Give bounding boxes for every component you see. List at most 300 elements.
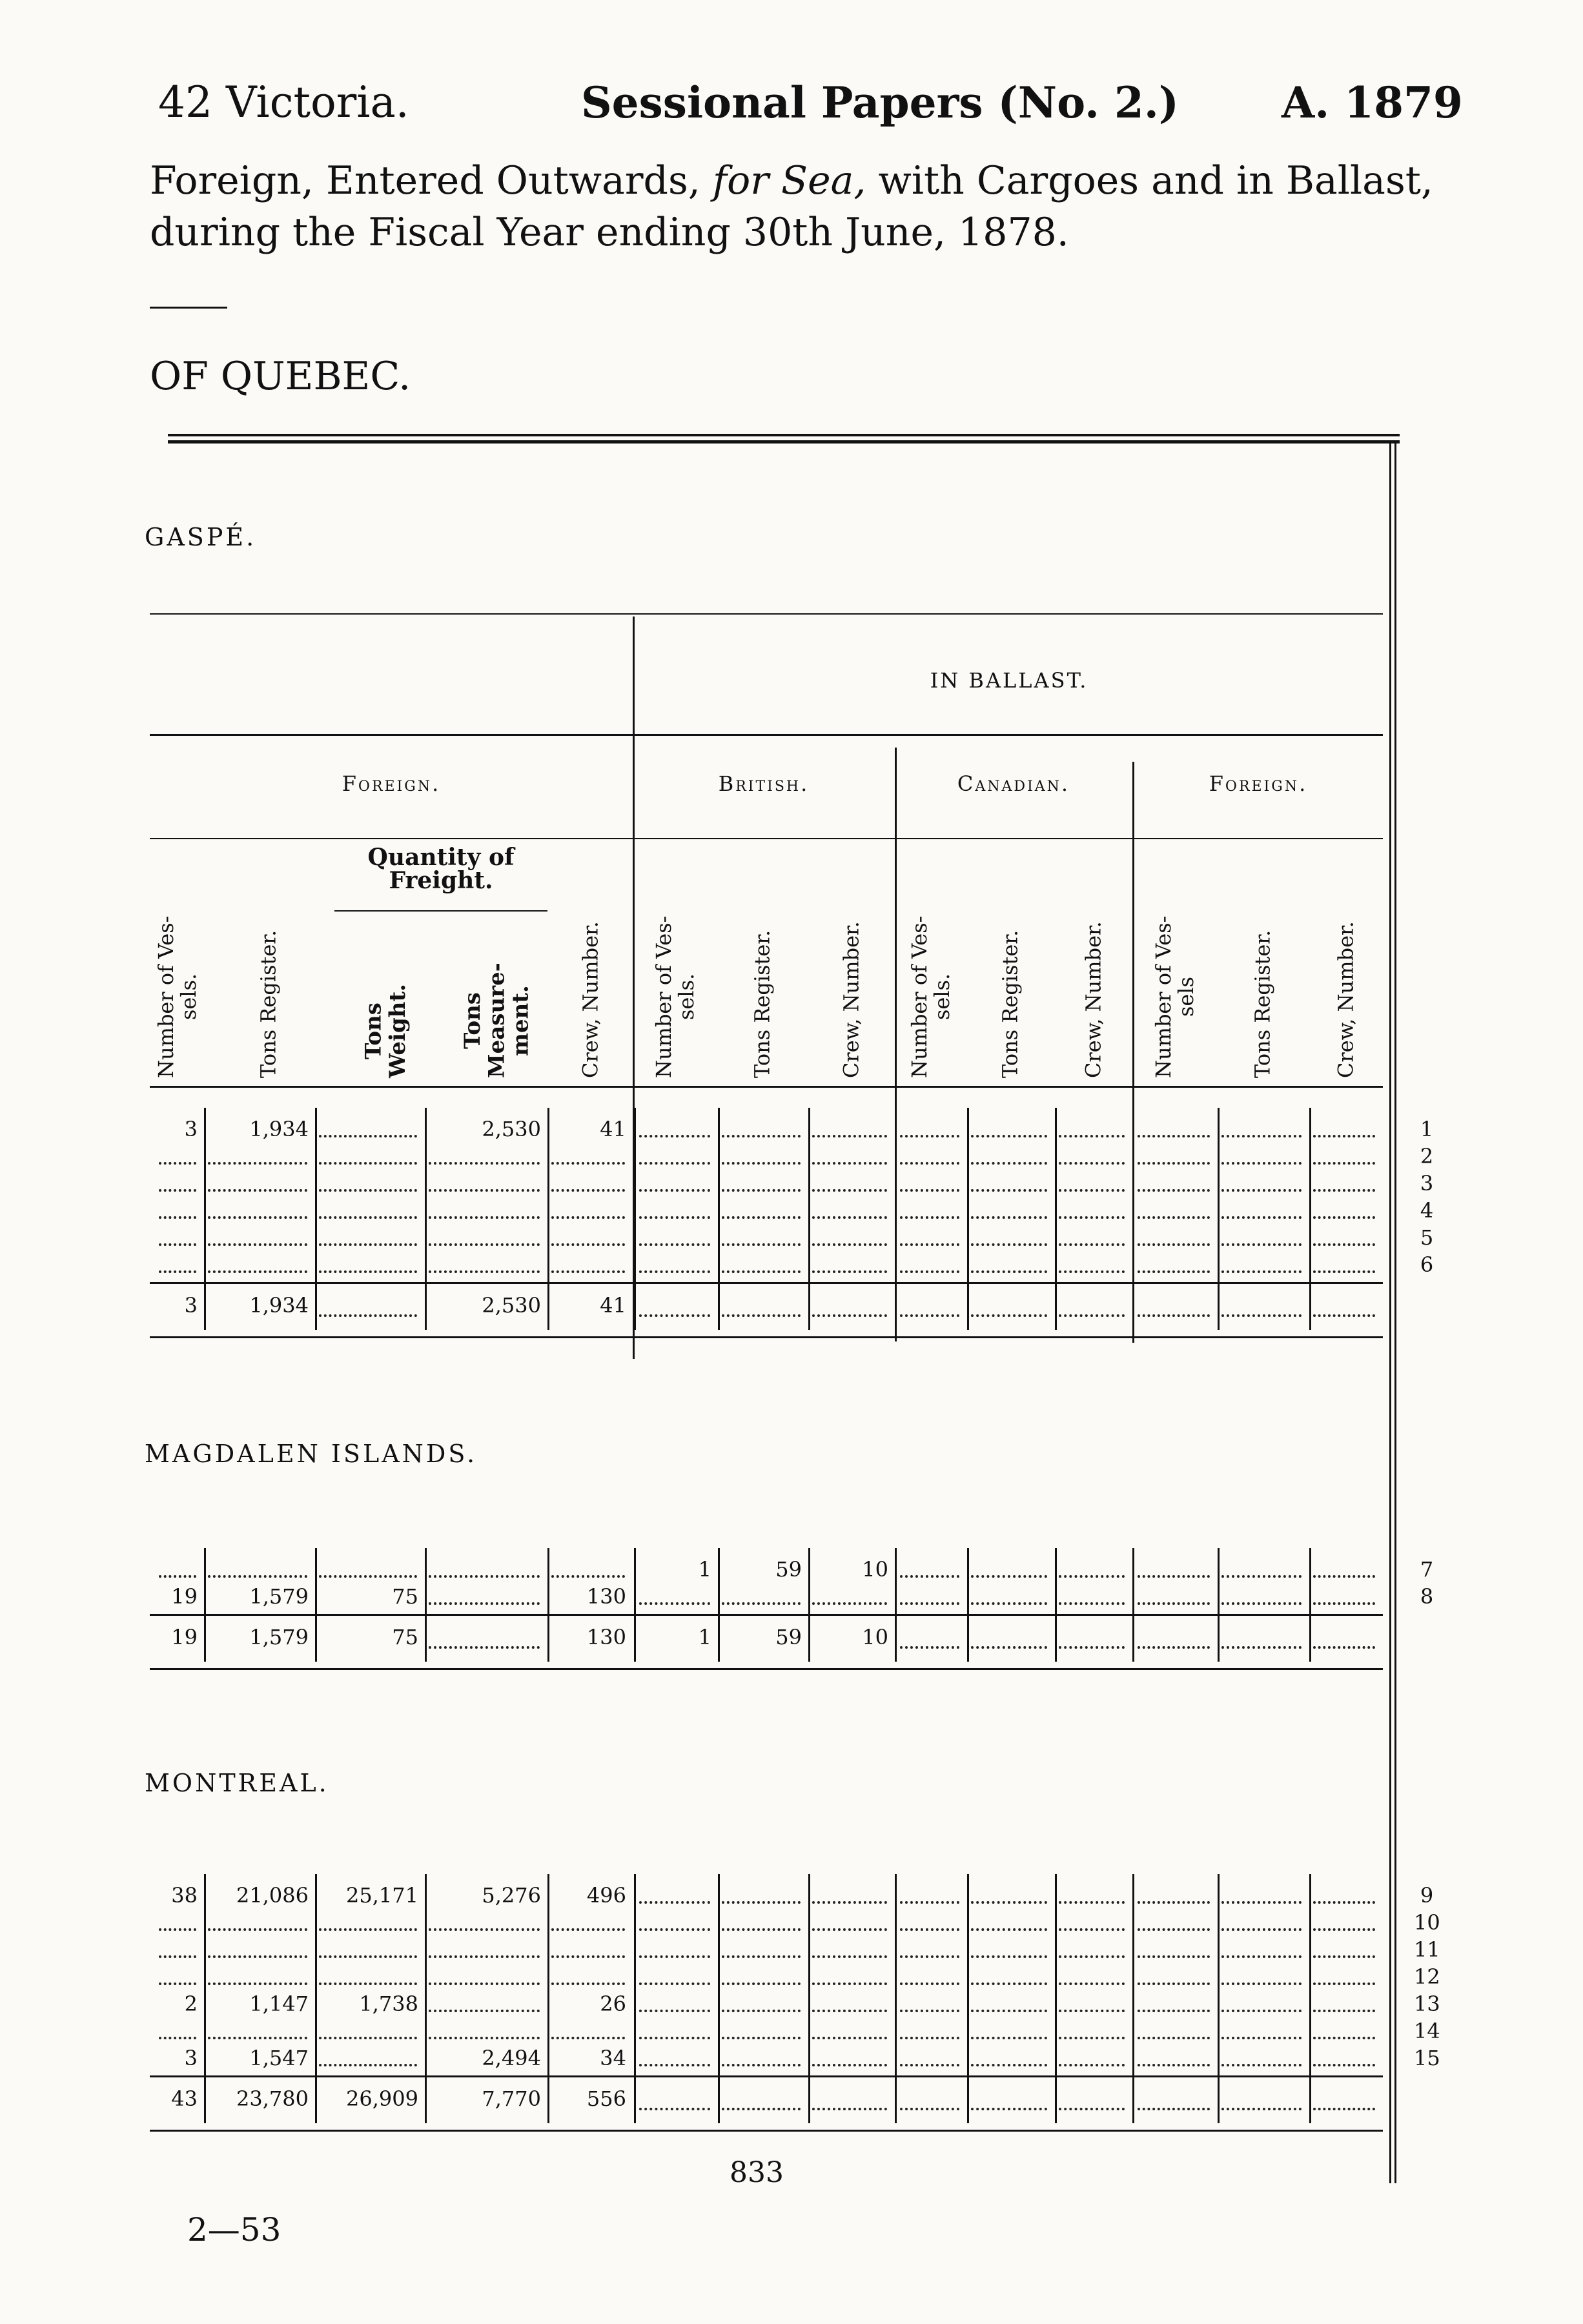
dot-leader [812, 1955, 887, 1958]
dot-leader [722, 1216, 801, 1219]
table-cell: 41 [600, 1117, 626, 1141]
dot-leader [639, 1901, 710, 1904]
dot-leader [429, 1189, 540, 1192]
dot-leader [971, 1314, 1047, 1317]
dot-leader [1221, 1983, 1302, 1985]
dot-leader [1221, 1901, 1302, 1904]
dot-leader [1138, 1646, 1210, 1649]
table-cell: 21,086 [236, 1883, 309, 1908]
column-rule [315, 1874, 317, 2123]
port-heading: OF QUEBEC. [150, 354, 411, 399]
dot-leader [1221, 1135, 1302, 1137]
dot-leader [900, 2108, 959, 2110]
total-cell: 41 [600, 1293, 626, 1318]
col-header-crew-foreign: Crew, Number. [1333, 921, 1358, 1078]
dot-leader [722, 1189, 801, 1192]
dot-leader [319, 1314, 417, 1317]
column-rule [1055, 1874, 1057, 2123]
total-cell: 26,909 [346, 2086, 418, 2111]
dot-leader [971, 1983, 1047, 1985]
dot-leader [1313, 1928, 1375, 1931]
dot-leader [429, 1216, 540, 1219]
line-number: 13 [1414, 1992, 1440, 2016]
total-cell: 3 [184, 1293, 198, 1318]
dot-leader [639, 1602, 710, 1605]
dot-leader [1313, 1243, 1375, 1246]
total-cell: 7,770 [482, 2086, 541, 2111]
dot-leader [319, 1216, 417, 1219]
column-rule [808, 1108, 810, 1330]
table-cell: 3 [184, 2046, 198, 2070]
dot-leader [722, 2064, 801, 2066]
dot-leader [971, 1928, 1047, 1931]
dot-leader [1138, 2010, 1210, 2012]
dot-leader [812, 1270, 887, 1273]
header-right: A. 1879 [1282, 77, 1463, 128]
dot-leader [1313, 1135, 1375, 1137]
dot-leader [971, 2037, 1047, 2039]
dot-leader [1059, 1270, 1125, 1273]
dot-leader [159, 1216, 196, 1219]
column-rule [547, 1874, 549, 2123]
dot-leader [1221, 1314, 1302, 1317]
column-rule [1055, 1108, 1057, 1330]
foreign-ballast-label: Foreign. [1209, 771, 1308, 796]
dot-leader [1059, 2108, 1125, 2110]
dot-leader [722, 1162, 801, 1165]
column-rule [1132, 1108, 1134, 1330]
col-header-tons-weight: Tons Weight. [360, 984, 411, 1078]
dot-leader [429, 1646, 540, 1649]
section-rule [150, 1336, 1383, 1338]
dot-leader [971, 1216, 1047, 1219]
dot-leader [1059, 1602, 1125, 1605]
dot-leader [1313, 1983, 1375, 1985]
dot-leader [722, 1928, 801, 1931]
dot-leader [639, 1189, 710, 1192]
dot-leader [812, 2064, 887, 2066]
dot-leader [1221, 1270, 1302, 1273]
dot-leader [1313, 1955, 1375, 1958]
section-rule [150, 1668, 1383, 1670]
dot-leader [971, 1162, 1047, 1165]
dot-leader [208, 2037, 307, 2039]
dot-leader [812, 1983, 887, 1985]
dot-leader [1138, 1602, 1210, 1605]
column-rule [1218, 1874, 1220, 2123]
in-ballast-label: IN BALLAST. [930, 668, 1088, 693]
total-cell: 130 [586, 1625, 626, 1649]
dot-leader [971, 2010, 1047, 2012]
column-rule [634, 1548, 636, 1662]
dot-leader [971, 1646, 1047, 1649]
dot-leader [159, 2037, 196, 2039]
dot-leader [722, 1270, 801, 1273]
dot-leader [971, 2064, 1047, 2066]
dot-leader [639, 1314, 710, 1317]
column-rule [967, 1874, 969, 2123]
dot-leader [722, 1314, 801, 1317]
dot-leader [1059, 1575, 1125, 1578]
table-cell: 5,276 [482, 1883, 541, 1908]
dot-leader [639, 1135, 710, 1137]
dot-leader [159, 1575, 196, 1578]
line-number: 11 [1414, 1937, 1440, 1962]
column-rule [895, 1548, 897, 1662]
dot-leader [208, 1983, 307, 1985]
dot-leader [1221, 1928, 1302, 1931]
section-title-gaspe: GASPÉ. [145, 523, 257, 551]
column-rule [547, 1108, 549, 1330]
dot-leader [1221, 1955, 1302, 1958]
dot-leader [812, 1602, 887, 1605]
dot-leader [429, 1928, 540, 1931]
dot-leader [1138, 1135, 1210, 1137]
dot-leader [551, 1270, 625, 1273]
dot-leader [1059, 2037, 1125, 2039]
dot-leader [319, 1189, 417, 1192]
dot-leader [429, 1575, 540, 1578]
table-cell: 496 [586, 1883, 626, 1908]
total-cell: 2,530 [482, 1293, 541, 1318]
dot-leader [722, 2010, 801, 2012]
page-number: 833 [730, 2156, 784, 2189]
dot-leader [1221, 2108, 1302, 2110]
dot-leader [812, 2108, 887, 2110]
dot-leader [1313, 1575, 1375, 1578]
dot-leader [319, 1270, 417, 1273]
dot-leader [1313, 1901, 1375, 1904]
dot-leader [1059, 2010, 1125, 2012]
dot-leader [1313, 2108, 1375, 2110]
dot-leader [900, 1901, 959, 1904]
dot-leader [971, 2108, 1047, 2110]
dot-leader [900, 1602, 959, 1605]
dot-leader [208, 1243, 307, 1246]
dot-leader [208, 1575, 307, 1578]
col-header-vessels-canadian: Number of Ves- sels. [906, 915, 954, 1078]
total-rule [150, 1614, 1383, 1616]
dot-leader [1313, 2064, 1375, 2066]
dot-leader [1221, 2010, 1302, 2012]
total-cell: 10 [862, 1625, 888, 1649]
dot-leader [812, 2037, 887, 2039]
dot-leader [1138, 1270, 1210, 1273]
col-header-crew-british: Crew, Number. [839, 921, 864, 1078]
column-rule [315, 1108, 317, 1330]
line-number: 4 [1420, 1198, 1434, 1223]
dot-leader [1138, 2037, 1210, 2039]
dot-leader [1138, 1314, 1210, 1317]
dot-leader [159, 1243, 196, 1246]
table-cell: 130 [586, 1584, 626, 1609]
dot-leader [319, 2037, 417, 2039]
table-cell: 10 [862, 1557, 888, 1582]
dot-leader [1313, 1602, 1375, 1605]
table-cell: 38 [171, 1883, 198, 1908]
col-header-tons-measurement: Tons Measure- ment. [459, 963, 534, 1078]
line-number: 9 [1420, 1883, 1434, 1908]
dot-leader [900, 1135, 959, 1137]
dot-leader [429, 1162, 540, 1165]
column-rule [718, 1874, 720, 2123]
dot-leader [812, 1314, 887, 1317]
dot-leader [319, 1983, 417, 1985]
table-cell: 1,934 [249, 1117, 309, 1141]
dot-leader [639, 2010, 710, 2012]
column-rule [425, 1874, 427, 2123]
line-number: 10 [1414, 1910, 1440, 1935]
dot-leader [900, 1189, 959, 1192]
dot-leader [900, 2064, 959, 2066]
dot-leader [1313, 2010, 1375, 2012]
dot-leader [208, 1189, 307, 1192]
table-cell: 75 [392, 1584, 418, 1609]
dot-leader [208, 1955, 307, 1958]
table-cell: 26 [600, 1992, 626, 2016]
table-cell: 3 [184, 1117, 198, 1141]
dot-leader [971, 1270, 1047, 1273]
column-rule [315, 1548, 317, 1662]
line-number: 15 [1414, 2046, 1440, 2070]
col-header-vessels-foreign: Number of Ves- sels [1150, 915, 1198, 1078]
dot-leader [971, 1243, 1047, 1246]
dot-leader [639, 2064, 710, 2066]
dot-leader [1221, 1243, 1302, 1246]
dot-leader [639, 1983, 710, 1985]
dot-leader [159, 1983, 196, 1985]
dot-leader [722, 1901, 801, 1904]
dot-leader [551, 1162, 625, 1165]
dot-leader [1313, 1162, 1375, 1165]
dot-leader [1059, 1189, 1125, 1192]
dot-leader [900, 1270, 959, 1273]
dot-leader [639, 1162, 710, 1165]
total-rule [150, 1282, 1383, 1284]
col-header-vessels: Number of Ves- sels. [153, 915, 201, 1078]
column-rule [1132, 1548, 1134, 1662]
total-rule [150, 2075, 1383, 2077]
total-cell: 75 [392, 1625, 418, 1649]
column-rule [1132, 1874, 1134, 2123]
dot-leader [722, 1135, 801, 1137]
dot-leader [1221, 1189, 1302, 1192]
line-number: 2 [1420, 1144, 1434, 1168]
title-line-2: during the Fiscal Year ending 30th June, 1878. [150, 210, 1069, 255]
sheet-number: 2—53 [187, 2211, 281, 2248]
dot-leader [1221, 2037, 1302, 2039]
dot-leader [722, 1602, 801, 1605]
line-number: 1 [1420, 1117, 1434, 1141]
dot-leader [900, 1646, 959, 1649]
total-cell: 1,579 [249, 1625, 309, 1649]
dot-leader [812, 1216, 887, 1219]
dot-leader [971, 1189, 1047, 1192]
dot-leader [429, 1983, 540, 1985]
dot-leader [208, 1216, 307, 1219]
dot-leader [900, 1216, 959, 1219]
column-rule [425, 1108, 427, 1330]
column-rule [1309, 1548, 1311, 1662]
total-cell: 1 [698, 1625, 711, 1649]
dot-leader [319, 2064, 417, 2066]
dot-leader [319, 1575, 417, 1578]
dot-leader [900, 1243, 959, 1246]
dot-leader [1138, 2108, 1210, 2110]
dot-leader [722, 1983, 801, 1985]
total-cell: 43 [171, 2086, 198, 2111]
column-rule [1055, 1548, 1057, 1662]
title-line-1: Foreign, Entered Outwards, for Sea, with Cargoes and in Ballast, [150, 158, 1433, 203]
column-rule [204, 1548, 206, 1662]
table-cell: 1,147 [249, 1992, 309, 2016]
dot-leader [319, 1243, 417, 1246]
column-rule [718, 1108, 720, 1330]
dot-leader [900, 1575, 959, 1578]
column-rule [808, 1874, 810, 2123]
total-cell: 23,780 [236, 2086, 309, 2111]
dot-leader [900, 1314, 959, 1317]
line-number: 8 [1420, 1584, 1434, 1609]
column-rule [1309, 1108, 1311, 1330]
dot-leader [1221, 1646, 1302, 1649]
dot-leader [1059, 1162, 1125, 1165]
dot-leader [551, 1189, 625, 1192]
column-rule [1218, 1108, 1220, 1330]
dot-leader [551, 1575, 625, 1578]
section-rule [150, 2130, 1383, 2132]
dot-leader [1059, 1216, 1125, 1219]
total-cell: 556 [586, 2086, 626, 2111]
dot-leader [429, 2010, 540, 2012]
line-number: 14 [1414, 2019, 1440, 2043]
col-header-tons-register-british: Tons Register. [750, 930, 775, 1078]
dot-leader [1059, 1314, 1125, 1317]
column-rule [895, 1874, 897, 2123]
dot-leader [900, 1928, 959, 1931]
dot-leader [208, 1928, 307, 1931]
dot-leader [1138, 1983, 1210, 1985]
dot-leader [812, 2010, 887, 2012]
dot-leader [208, 1162, 307, 1165]
dot-leader [639, 2037, 710, 2039]
dot-leader [1313, 1270, 1375, 1273]
dot-leader [639, 2108, 710, 2110]
col-header-tons-register: Tons Register. [256, 930, 281, 1078]
dot-leader [812, 1189, 887, 1192]
dot-leader [722, 1243, 801, 1246]
dot-leader [1138, 1189, 1210, 1192]
dot-leader [1313, 1646, 1375, 1649]
line-number: 7 [1420, 1557, 1434, 1582]
table-cell: 19 [171, 1584, 198, 1609]
dot-leader [159, 1928, 196, 1931]
dot-leader [1313, 1314, 1375, 1317]
dot-leader [900, 1955, 959, 1958]
dot-leader [900, 1983, 959, 1985]
total-cell: 19 [171, 1625, 198, 1649]
dot-leader [551, 1983, 625, 1985]
dot-leader [971, 1901, 1047, 1904]
dot-leader [1138, 1162, 1210, 1165]
column-rule [967, 1108, 969, 1330]
dot-leader [159, 1955, 196, 1958]
dot-leader [1059, 1135, 1125, 1137]
dot-leader [159, 1189, 196, 1192]
header-center: Sessional Papers (No. 2.) [581, 77, 1180, 128]
column-rule [808, 1548, 810, 1662]
dot-leader [319, 1135, 417, 1137]
dot-leader [812, 1162, 887, 1165]
table-cell: 2,494 [482, 2046, 541, 2070]
table-cell: 25,171 [346, 1883, 418, 1908]
col-header-vessels-british: Number of Ves- sels. [651, 915, 699, 1078]
dot-leader [319, 1955, 417, 1958]
dot-leader [971, 1955, 1047, 1958]
dot-leader [812, 1928, 887, 1931]
dot-leader [551, 1216, 625, 1219]
column-rule [204, 1108, 206, 1330]
dot-leader [1138, 1901, 1210, 1904]
col-header-tons-register-canadian: Tons Register. [997, 930, 1023, 1078]
dot-leader [1138, 1928, 1210, 1931]
dot-leader [319, 1162, 417, 1165]
column-rule [425, 1548, 427, 1662]
foreign-cargo-label: Foreign. [342, 771, 441, 796]
table-cell: 59 [775, 1557, 802, 1582]
dot-leader [1313, 2037, 1375, 2039]
col-header-quantity-freight: Quantity of Freight. [367, 844, 515, 894]
dot-leader [1221, 1162, 1302, 1165]
col-header-tons-register-foreign: Tons Register. [1250, 930, 1275, 1078]
column-rule [1218, 1548, 1220, 1662]
total-cell: 1,934 [249, 1293, 309, 1318]
column-rule [634, 1874, 636, 2123]
dot-leader [551, 1955, 625, 1958]
dot-leader [1313, 1189, 1375, 1192]
dot-leader [429, 1243, 540, 1246]
table-cell: 2 [184, 1992, 198, 2016]
dot-leader [722, 2108, 801, 2110]
dot-leader [900, 1162, 959, 1165]
table-cell: 1,738 [359, 1992, 418, 2016]
line-number: 5 [1420, 1225, 1434, 1250]
dot-leader [812, 1135, 887, 1137]
dot-leader [812, 1901, 887, 1904]
column-rule [547, 1548, 549, 1662]
dot-leader [639, 1216, 710, 1219]
dot-leader [1059, 2064, 1125, 2066]
dot-leader [551, 1928, 625, 1931]
dot-leader [1059, 1646, 1125, 1649]
dot-leader [429, 1602, 540, 1605]
dot-leader [812, 1243, 887, 1246]
column-rule [204, 1874, 206, 2123]
dot-leader [1138, 1575, 1210, 1578]
dot-leader [639, 1270, 710, 1273]
dot-leader [1059, 1243, 1125, 1246]
col-header-crew: Crew, Number. [578, 921, 603, 1078]
dot-leader [208, 1270, 307, 1273]
dot-leader [900, 2010, 959, 2012]
column-rule [718, 1548, 720, 1662]
dot-leader [722, 1955, 801, 1958]
header-left: 42 Victoria. [158, 77, 409, 127]
dot-leader [1221, 1575, 1302, 1578]
dot-leader [1221, 1216, 1302, 1219]
line-number: 6 [1420, 1252, 1434, 1277]
dot-leader [551, 1243, 625, 1246]
